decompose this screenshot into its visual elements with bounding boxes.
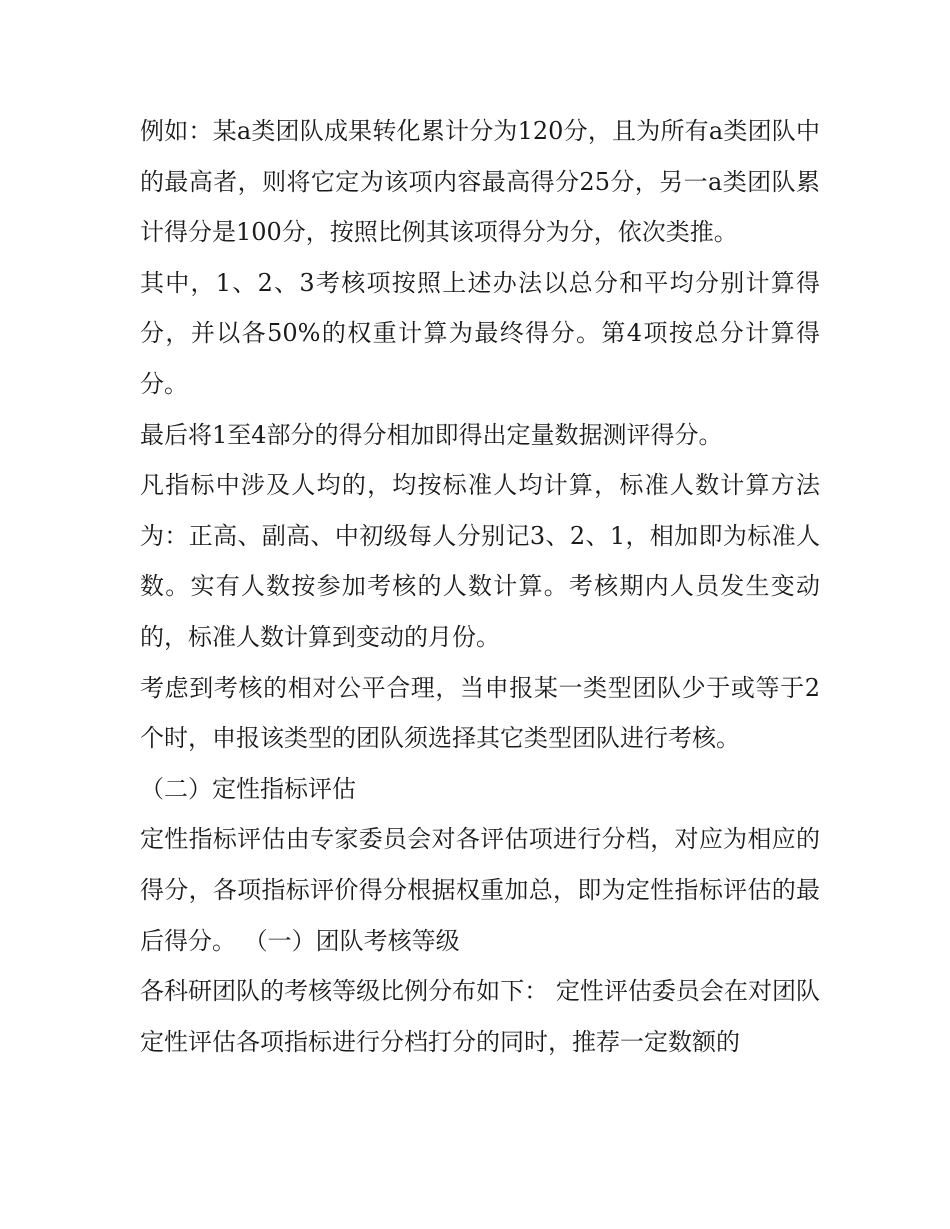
document-body xyxy=(140,106,820,1067)
paragraph-qualitative-evaluation: 定性指标评估由专家委员会对各评估项进行分档，对应为相应的得分，各项指标评价得分根据权重加总，即为定性指标评估的最后得分。 （一）团队考核等级 xyxy=(140,825,820,955)
paragraph-final-score: 最后将1至4部分的得分相加即得出定量数据测评得分。 xyxy=(140,420,723,449)
section-heading: （二）定性指标评估 xyxy=(140,774,356,803)
paragraph-fairness: 考虑到考核的相对公平合理，当申报某一类型团队少于或等于2个时，申报该类型的团队须选择其它类型团队进行考核。 xyxy=(140,673,820,753)
paragraph-scoring-method: 其中，1、2、3考核项按照上述办法以总分和平均分别计算得分，并以各50%的权重计算为最终得分。第4项按总分计算得分。 xyxy=(140,268,820,398)
paragraph-example: 例如：某a类团队成果转化累计分为120分，且为所有a类团队中的最高者，则将它定为该项内容最高得分25分，另一a类团队累计得分是100分，按照比例其该项得分为分，依次类推。 xyxy=(140,117,820,247)
paragraph-standard-headcount: 凡指标中涉及人均的，均按标准人均计算，标准人数计算方法为：正高、副高、中初级每人分别记3、2、1，相加即为标准人数。实有人数按参加考核的人数计算。考核期内人员发生变动的，标准人数计算到变动的月份。 xyxy=(140,471,820,651)
paragraph-grade-distribution: 各科研团队的考核等级比例分布如下： 定性评估委员会在对团队定性评估各项指标进行分档打分的同时，推荐一定数额的 xyxy=(140,977,820,1056)
